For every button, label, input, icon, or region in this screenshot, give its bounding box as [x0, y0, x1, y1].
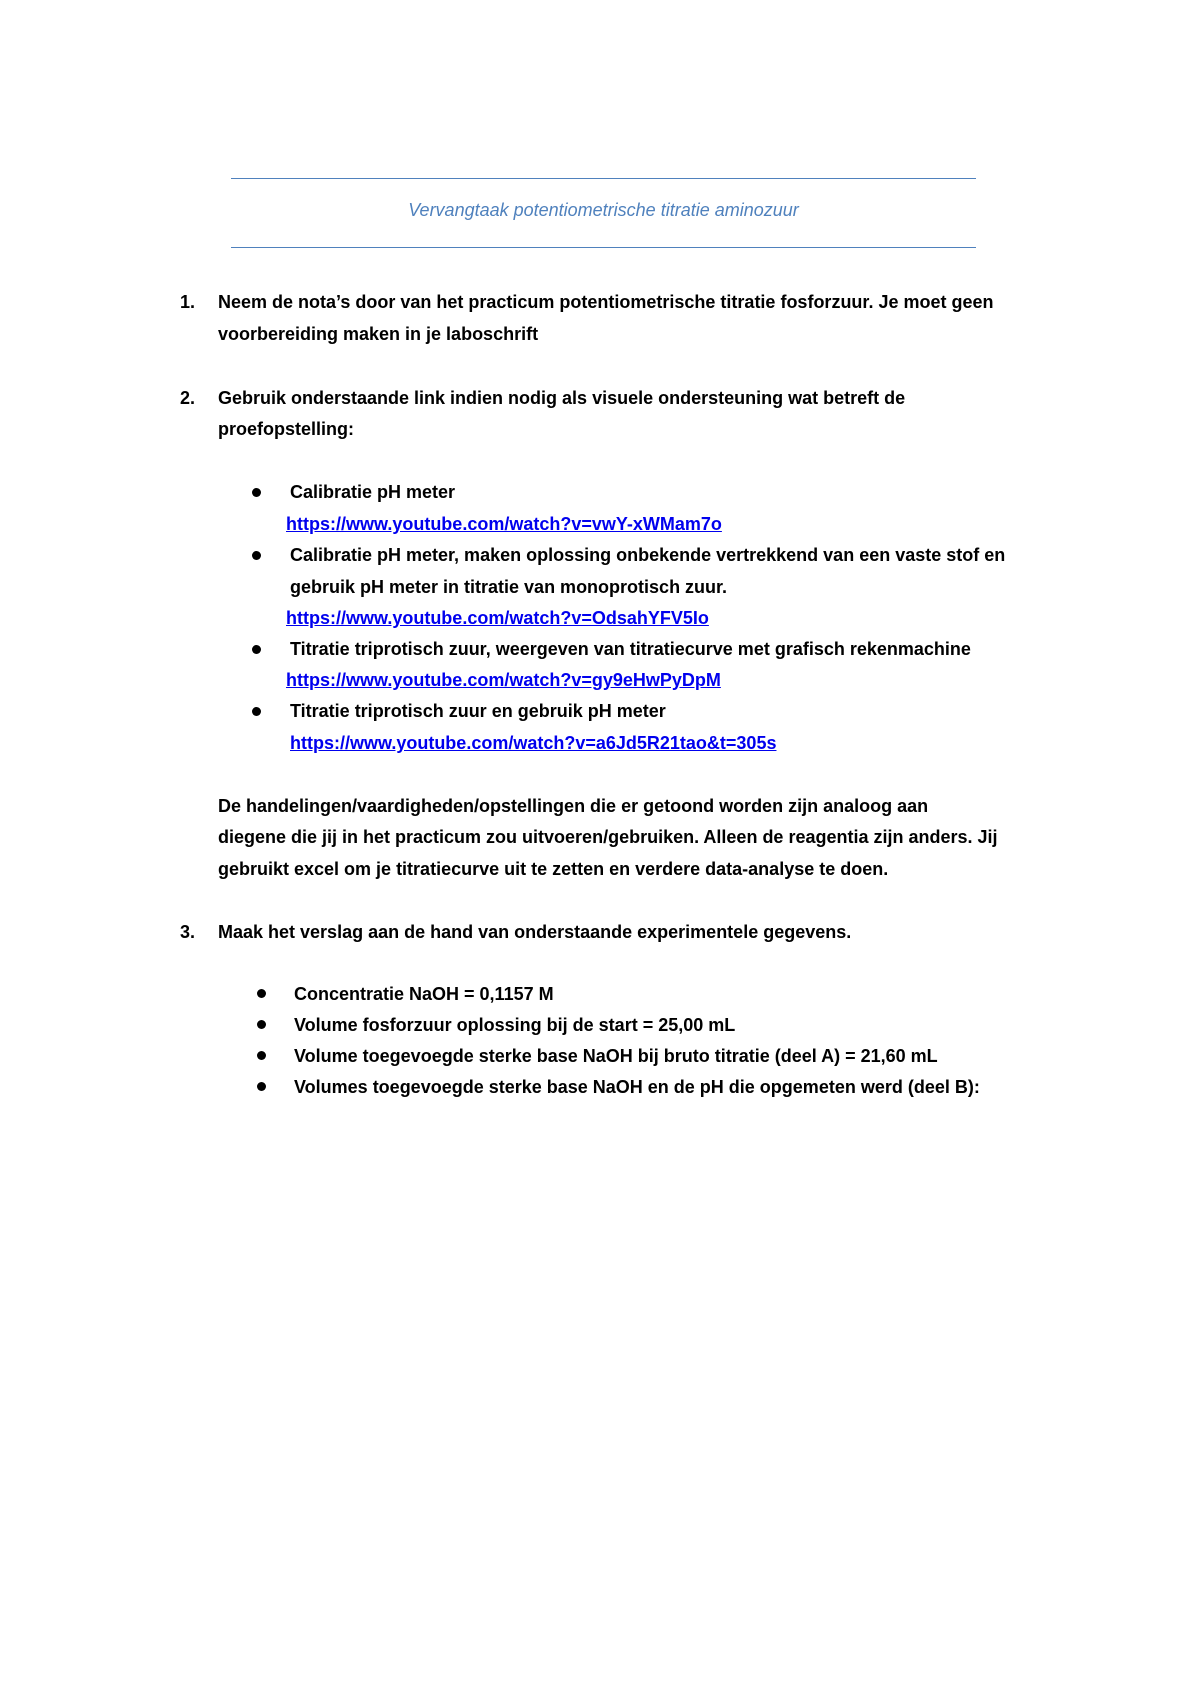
bullet-1-text: Calibratie pH meter — [290, 482, 456, 502]
item-3-number: 3. — [180, 922, 196, 942]
item-3-line-1: Maak het verslag aan de hand van onderstaande experimentele gegevens. — [218, 922, 852, 942]
item-1-number: 1. — [180, 292, 196, 312]
bullet-4-link[interactable]: https://www.youtube.com/watch?v=a6Jd5R21tao&t=305s — [290, 733, 777, 753]
bullet-dot — [257, 1020, 266, 1029]
data-bullet-3: Volume toegevoegde sterke base NaOH bij bruto titratie (deel A) = 21,60 mL — [294, 1046, 938, 1066]
bullet-4-text: Titratie triprotisch zuur en gebruik pH meter — [290, 701, 666, 721]
bullet-dot — [257, 989, 266, 998]
bullet-2-text-line-1: Calibratie pH meter, maken oplossing onbekende vertrekkend van een vaste stof en — [290, 545, 1006, 565]
bullet-dot — [252, 551, 261, 560]
paragraph-line-2: diegene die jij in het practicum zou uitvoeren/gebruiken. Alleen de reagentia zijn anders. Jij — [218, 827, 998, 847]
item-2-line-2: proefopstelling: — [218, 419, 354, 439]
bullet-3-link[interactable]: https://www.youtube.com/watch?v=gy9eHwPyDpM — [286, 670, 721, 690]
bullet-dot — [252, 707, 261, 716]
item-1-line-1: Neem de nota’s door van het practicum potentiometrische titratie fosforzuur. Je moet geen — [218, 292, 994, 312]
bullet-dot — [252, 488, 261, 497]
bullet-2-link[interactable]: https://www.youtube.com/watch?v=OdsahYFV5Io — [286, 608, 709, 628]
bullet-dot — [257, 1051, 266, 1060]
item-2-number: 2. — [180, 388, 196, 408]
bullet-dot — [257, 1082, 266, 1091]
item-2-line-1: Gebruik onderstaande link indien nodig als visuele ondersteuning wat betreft de — [218, 388, 906, 408]
paragraph-line-1: De handelingen/vaardigheden/opstellingen die er getoond worden zijn analoog aan — [218, 796, 929, 816]
data-bullet-2: Volume fosforzuur oplossing bij de start = 25,00 mL — [294, 1015, 736, 1035]
bullet-2-text-line-2: gebruik pH meter in titratie van monoprotisch zuur. — [290, 577, 728, 597]
title-rule-bottom — [231, 247, 976, 248]
bullet-1-link[interactable]: https://www.youtube.com/watch?v=vwY-xWMam7o — [286, 514, 722, 534]
bullet-dot — [252, 645, 261, 654]
bullet-3-text: Titratie triprotisch zuur, weergeven van titratiecurve met grafisch rekenmachine — [290, 639, 971, 659]
title-rule-top — [231, 178, 976, 179]
paragraph-line-3: gebruikt excel om je titratiecurve uit te zetten en verdere data-analyse te doen. — [218, 859, 889, 879]
item-1-line-2: voorbereiding maken in je laboschrift — [218, 324, 539, 344]
document-title: Vervangtaak potentiometrische titratie aminozuur — [408, 200, 799, 220]
data-bullet-4: Volumes toegevoegde sterke base NaOH en de pH die opgemeten werd (deel B): — [294, 1077, 980, 1097]
data-bullet-1: Concentratie NaOH = 0,1157 M — [294, 984, 554, 1004]
